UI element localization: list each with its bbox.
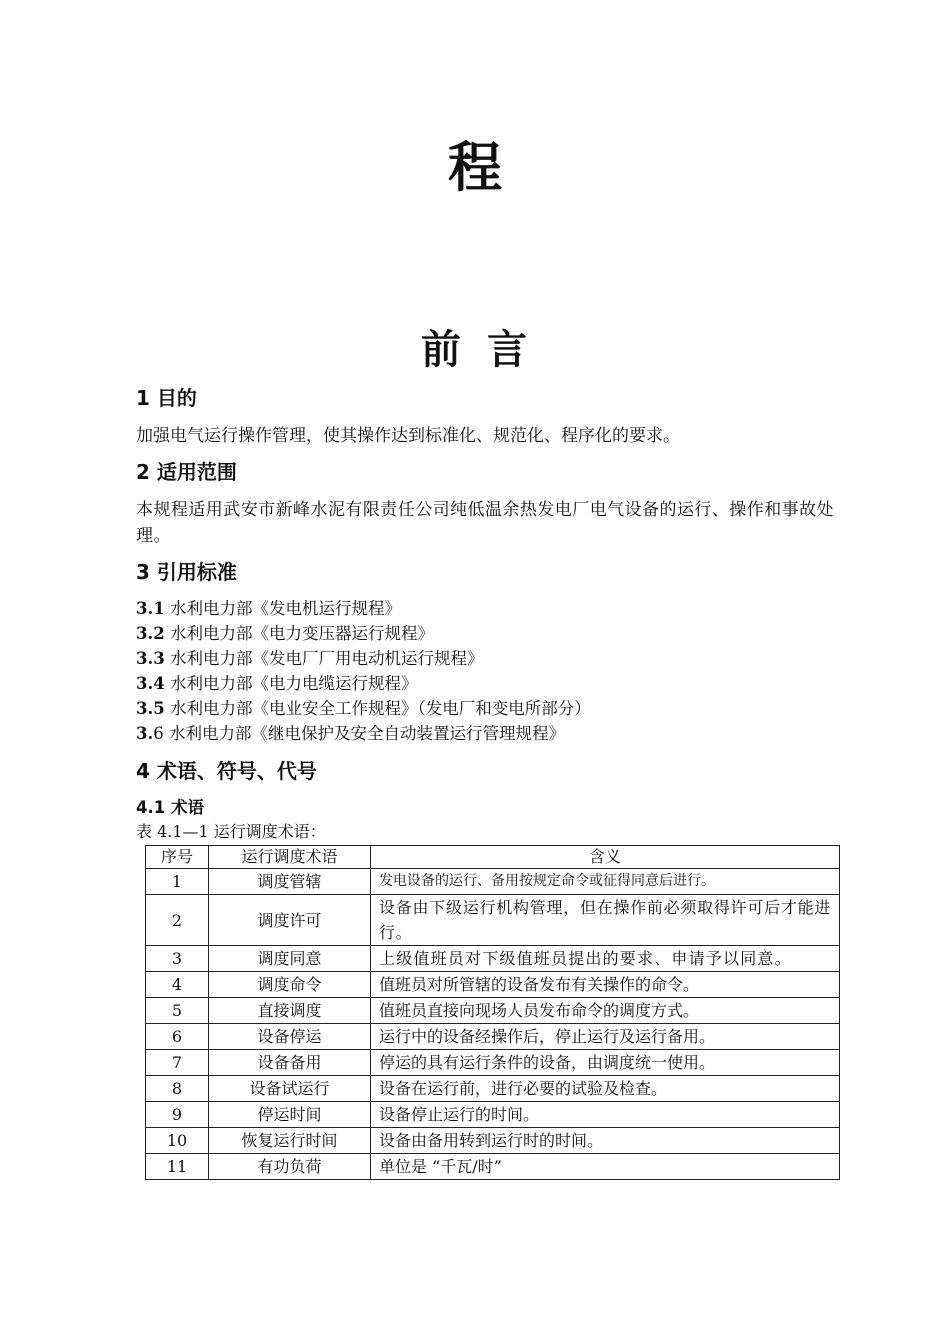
header-term: 运行调度术语 (209, 846, 371, 869)
row-term: 调度管辖 (209, 869, 371, 895)
row-term: 直接调度 (209, 998, 371, 1024)
row-index: 6 (146, 1024, 209, 1050)
row-term: 有功负荷 (209, 1154, 371, 1180)
row-index: 10 (146, 1128, 209, 1154)
table-row (146, 1076, 840, 1102)
reference-number: 3.5 (136, 699, 165, 718)
reference-item (136, 696, 591, 721)
row-term: 恢复运行时间 (209, 1128, 371, 1154)
section-2-text: 本规程适用武安市新峰水泥有限责任公司纯低温余热发电厂电气设备的运行、操作和事故处理。 (136, 500, 834, 546)
table-row (146, 1050, 840, 1076)
reference-text: 水利电力部《电力电缆运行规程》 (164, 674, 418, 693)
reference-number: 3.4 (136, 674, 165, 693)
document-title-fragment: 程 (448, 135, 502, 199)
table-row (146, 1154, 840, 1180)
row-meaning: 上级值班员对下级值班员提出的要求、申请予以同意。 (371, 946, 840, 972)
reference-number: 3.3 (136, 649, 165, 668)
row-term: 设备试运行 (209, 1076, 371, 1102)
row-term: 调度同意 (209, 946, 371, 972)
row-term: 设备停运 (209, 1024, 371, 1050)
table-row (146, 869, 840, 895)
row-index: 4 (146, 972, 209, 998)
row-meaning: 单位是 “千瓦/时” (371, 1154, 840, 1180)
row-index: 1 (146, 869, 209, 895)
reference-item (136, 646, 483, 671)
row-meaning: 值班员直接向现场人员发布命令的调度方式。 (371, 998, 840, 1024)
row-index: 11 (146, 1154, 209, 1180)
row-meaning: 设备由备用转到运行时的时间。 (371, 1128, 840, 1154)
row-index: 8 (146, 1076, 209, 1102)
row-meaning: 设备停止运行的时间。 (371, 1102, 840, 1128)
reference-number: 3.1 (136, 599, 165, 618)
row-meaning: 设备在运行前，进行必要的试验及检查。 (371, 1076, 840, 1102)
reference-item (136, 721, 565, 746)
table-row (146, 998, 840, 1024)
table-row (146, 1128, 840, 1154)
row-index: 7 (146, 1050, 209, 1076)
reference-item (136, 596, 401, 621)
reference-text: 水利电力部《电力变压器运行规程》 (164, 624, 434, 643)
header-index: 序号 (146, 846, 209, 869)
table-row (146, 972, 840, 998)
reference-text: 水利电力部《发电厂厂用电动机运行规程》 (164, 649, 484, 668)
table-row (146, 895, 840, 946)
reference-text: 水利电力部《电业安全工作规程》（发电厂和变电所部分） (164, 699, 591, 718)
reference-item (136, 621, 434, 646)
table-caption: 表 4.1—1 运行调度术语： (136, 822, 326, 841)
table-row (146, 1102, 840, 1128)
row-meaning: 发电设备的运行、备用按规定命令或征得同意后进行。 (371, 869, 840, 895)
table-row (146, 946, 840, 972)
row-index: 5 (146, 998, 209, 1024)
terms-table (145, 845, 840, 1180)
section-3-heading: 3 引用标准 (136, 560, 237, 584)
table-row (146, 1024, 840, 1050)
section-1-heading: 1 目的 (136, 386, 197, 410)
reference-item (136, 671, 417, 696)
row-meaning: 值班员对所管辖的设备发布有关操作的命令。 (371, 972, 840, 998)
reference-text: 水利电力部《发电机运行规程》 (164, 599, 401, 618)
row-index: 2 (146, 895, 209, 946)
preface-title: 前言 (421, 326, 553, 373)
row-term: 设备备用 (209, 1050, 371, 1076)
table-header-row (146, 846, 840, 869)
header-meaning: 含义 (371, 846, 840, 869)
section-4-1-heading: 4.1 术语 (136, 798, 204, 817)
section-4-heading: 4 术语、符号、代号 (136, 759, 317, 783)
row-term: 调度命令 (209, 972, 371, 998)
row-meaning: 停运的具有运行条件的设备，由调度统一使用。 (371, 1050, 840, 1076)
reference-text: 6 水利电力部《继电保护及安全自动装置运行管理规程》 (153, 724, 565, 743)
row-meaning: 运行中的设备经操作后，停止运行及运行备用。 (371, 1024, 840, 1050)
row-term: 停运时间 (209, 1102, 371, 1128)
reference-number: 3. (136, 724, 154, 743)
reference-number: 3.2 (136, 624, 165, 643)
row-meaning: 设备由下级运行机构管理，但在操作前必须取得许可后才能进行。 (371, 895, 840, 946)
section-2-heading: 2 适用范围 (136, 460, 237, 484)
row-index: 3 (146, 946, 209, 972)
section-1-text: 加强电气运行操作管理，使其操作达到标准化、规范化、程序化的要求。 (136, 426, 680, 446)
row-term: 调度许可 (209, 895, 371, 946)
row-index: 9 (146, 1102, 209, 1128)
